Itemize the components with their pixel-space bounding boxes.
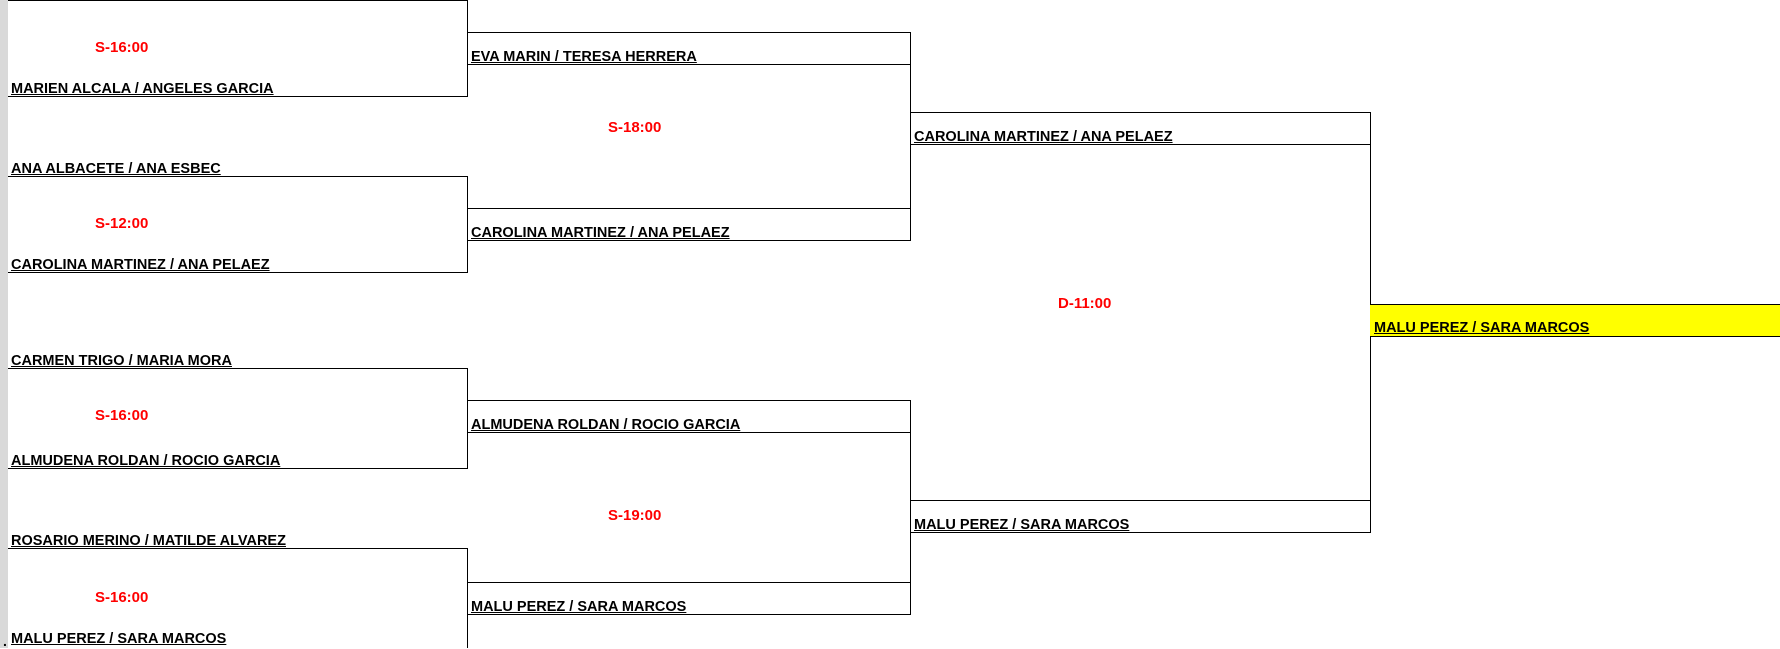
final-bottom-team: MALU PEREZ / SARA MARCOS (914, 517, 1130, 533)
round2-match1-time: S-18:00 (608, 119, 662, 136)
row-marker: . (3, 633, 7, 649)
round1-match3-bottom-team: ALMUDENA ROLDAN / ROCIO GARCIA (11, 453, 281, 469)
final-time: D-11:00 (1058, 295, 1112, 312)
round1-match4-bottom-team: MALU PEREZ / SARA MARCOS (11, 631, 227, 647)
round1-match1-time: S-16:00 (95, 39, 149, 56)
round1-match3-time: S-16:00 (95, 407, 149, 424)
round1-match1-bottom-team: MARIEN ALCALA / ANGELES GARCIA (11, 81, 274, 97)
round2-match1-top-team: EVA MARIN / TERESA HERRERA (471, 49, 697, 65)
round1-match2-time: S-12:00 (95, 215, 149, 232)
round1-match2-top-team: ANA ALBACETE / ANA ESBEC (11, 161, 221, 177)
round1-match2-bottom-team: CAROLINA MARTINEZ / ANA PELAEZ (11, 257, 270, 273)
round2-match2-bottom-team: MALU PEREZ / SARA MARCOS (471, 599, 687, 615)
champion-name: MALU PEREZ / SARA MARCOS (1374, 320, 1590, 336)
round2-match2-time: S-19:00 (608, 507, 662, 524)
round2-match2-top-team: ALMUDENA ROLDAN / ROCIO GARCIA (471, 417, 741, 433)
round2-match1-bottom-team: CAROLINA MARTINEZ / ANA PELAEZ (471, 225, 730, 241)
round1-match4-time: S-16:00 (95, 589, 149, 606)
left-margin-bar (0, 0, 8, 648)
final-top-team: CAROLINA MARTINEZ / ANA PELAEZ (914, 129, 1173, 145)
round1-match3-top-team: CARMEN TRIGO / MARIA MORA (11, 353, 232, 369)
round1-match4-top-team: ROSARIO MERINO / MATILDE ALVAREZ (11, 533, 286, 549)
